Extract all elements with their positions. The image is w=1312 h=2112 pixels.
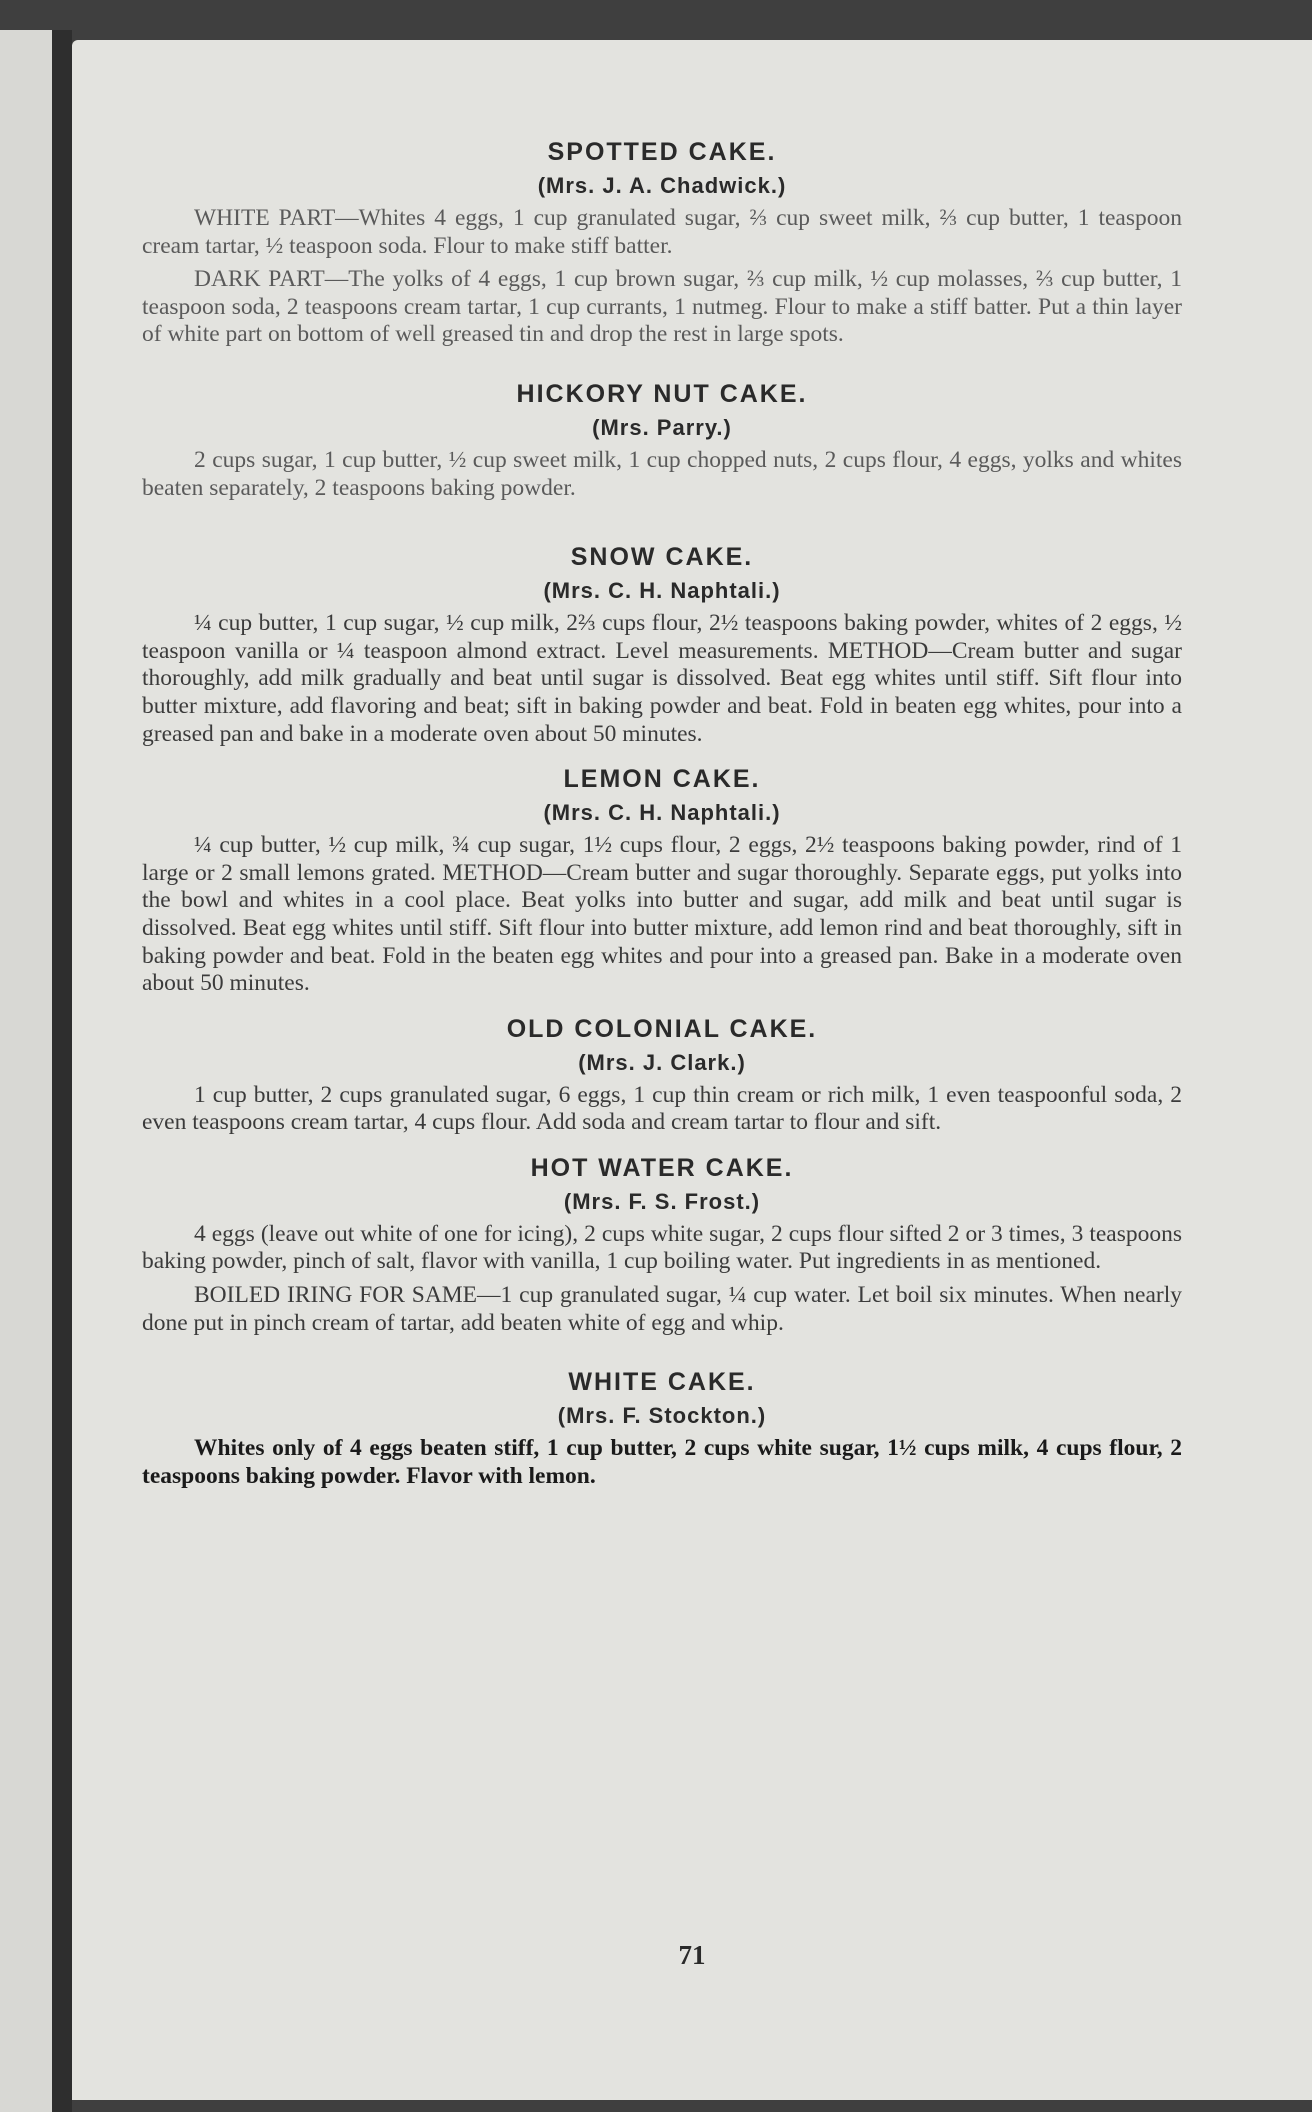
recipe-snow-cake [142, 540, 1182, 748]
recipe-author: (Mrs. Parry.) [592, 414, 732, 440]
recipe-spotted-cake [142, 135, 1182, 349]
recipe-paragraph: 1 cup butter, 2 cups granulated sugar, 6 eggs, 1 cup thin cream or rich milk, 1 even teaspoonful soda, 2 even teaspoons cream tartar, 4 cups flour. Add soda and cream tartar to flour and sift. [142, 1081, 1182, 1136]
recipe-paragraph: 4 eggs (leave out white of one for icing), 2 cups white sugar, 2 cups flour sifted 2 or 3 times, 3 teaspoons baking powder, pinch of salt, flavor with vanilla, 1 cup boiling water. Put ingredients in as mentioned. [142, 1220, 1182, 1275]
recipe-author: (Mrs. C. H. Naphtali.) [543, 800, 781, 826]
book-spine [52, 30, 72, 2112]
page-number: 71 [678, 1940, 706, 1970]
recipe-title: SPOTTED CAKE. [547, 138, 777, 166]
recipe-author: (Mrs. J. A. Chadwick.) [537, 173, 787, 198]
recipe-paragraph: BOILED IRING FOR SAME—1 cup granulated sugar, ¼ cup water. Let boil six minutes. When nearly done put in pinch cream of tartar, add beaten white of egg and whip. [142, 1282, 1182, 1336]
recipe-paragraph: ¼ cup butter, 1 cup sugar, ½ cup milk, 2⅔ cups flour, 2½ teaspoons baking powder, whites of 2 eggs, ½ teaspoon vanilla or ¼ teaspoon almond extract. Level measurements. METHOD—Cream butter and sugar thoroughly, add milk gradually and beat until sugar is dissolved. Beat egg whites until stiff. Sift flour into butter mixture, add flavoring and beat; sift in baking powder and beat. Fold in beaten egg whites, pour into a greased pan and bake in a moderate oven about 50 minutes. [142, 610, 1182, 747]
recipe-author: (Mrs. C. H. Naphtali.) [543, 578, 781, 604]
recipe-title: WHITE CAKE. [568, 1368, 756, 1397]
recipe-title: OLD COLONIAL CAKE. [506, 1014, 818, 1043]
recipe-author: (Mrs. F. S. Frost.) [563, 1188, 761, 1214]
recipe-author: (Mrs. J. Clark.) [578, 1049, 746, 1075]
recipe-white-cake [142, 1365, 1182, 1490]
recipe-paragraph: DARK PART—The yolks of 4 eggs, 1 cup brown sugar, ⅔ cup milk, ½ cup molasses, ⅔ cup butter, 1 teaspoon soda, 2 teaspoons cream tartar, 1 cup currants, 1 nutmeg. Flour to make a stiff batter. Put a thin layer of white part on bottom of well greased tin and drop the rest in large spots. [142, 266, 1182, 348]
recipe-title: SNOW CAKE. [570, 543, 754, 572]
recipe-hot-water-cake [142, 1151, 1182, 1337]
recipe-title: HOT WATER CAKE. [530, 1153, 794, 1182]
recipe-paragraph: WHITE PART—Whites 4 eggs, 1 cup granulated sugar, ⅔ cup sweet milk, ⅔ cup butter, 1 teaspoon cream tartar, ½ teaspoon soda. Flour to make stiff batter. [142, 205, 1182, 259]
recipe-paragraph: 2 cups sugar, 1 cup butter, ½ cup sweet milk, 1 cup chopped nuts, 2 cups flour, 4 eggs, yolks and whites beaten separately, 2 teaspoons baking powder. [142, 446, 1182, 501]
recipe-author: (Mrs. F. Stockton.) [557, 1403, 767, 1429]
recipe-paragraph: Whites only of 4 eggs beaten stiff, 1 cup butter, 2 cups white sugar, 1½ cups milk, 4 cups flour, 2 teaspoons baking powder. Flavor with lemon. [142, 1435, 1182, 1489]
recipe-paragraph: ¼ cup butter, ½ cup milk, ¾ cup sugar, 1½ cups flour, 2 eggs, 2½ teaspoons baking powder, rind of 1 large or 2 small lemons grated. METHOD—Cream butter and sugar thoroughly. Separate eggs, put yolks into the bowl and whites in a cool place. Beat yolks into butter and sugar, add milk and beat until sugar is dissolved. Beat egg whites until stiff. Sift flour into butter mixture, add lemon rind and beat thoroughly, sift in baking powder and beat. Fold in the beaten egg whites and pour into a greased pan. Bake in a moderate oven about 50 minutes. [142, 832, 1182, 997]
recipe-title: HICKORY NUT CAKE. [516, 379, 808, 408]
recipe-old-colonial-cake [142, 1012, 1182, 1137]
book-page [72, 40, 1312, 2100]
page-content [142, 135, 1182, 1504]
recipe-lemon-cake [142, 762, 1182, 998]
facing-page-edge [0, 30, 52, 2112]
recipe-hickory-nut-cake [142, 377, 1182, 502]
recipe-title: LEMON CAKE. [563, 765, 761, 794]
